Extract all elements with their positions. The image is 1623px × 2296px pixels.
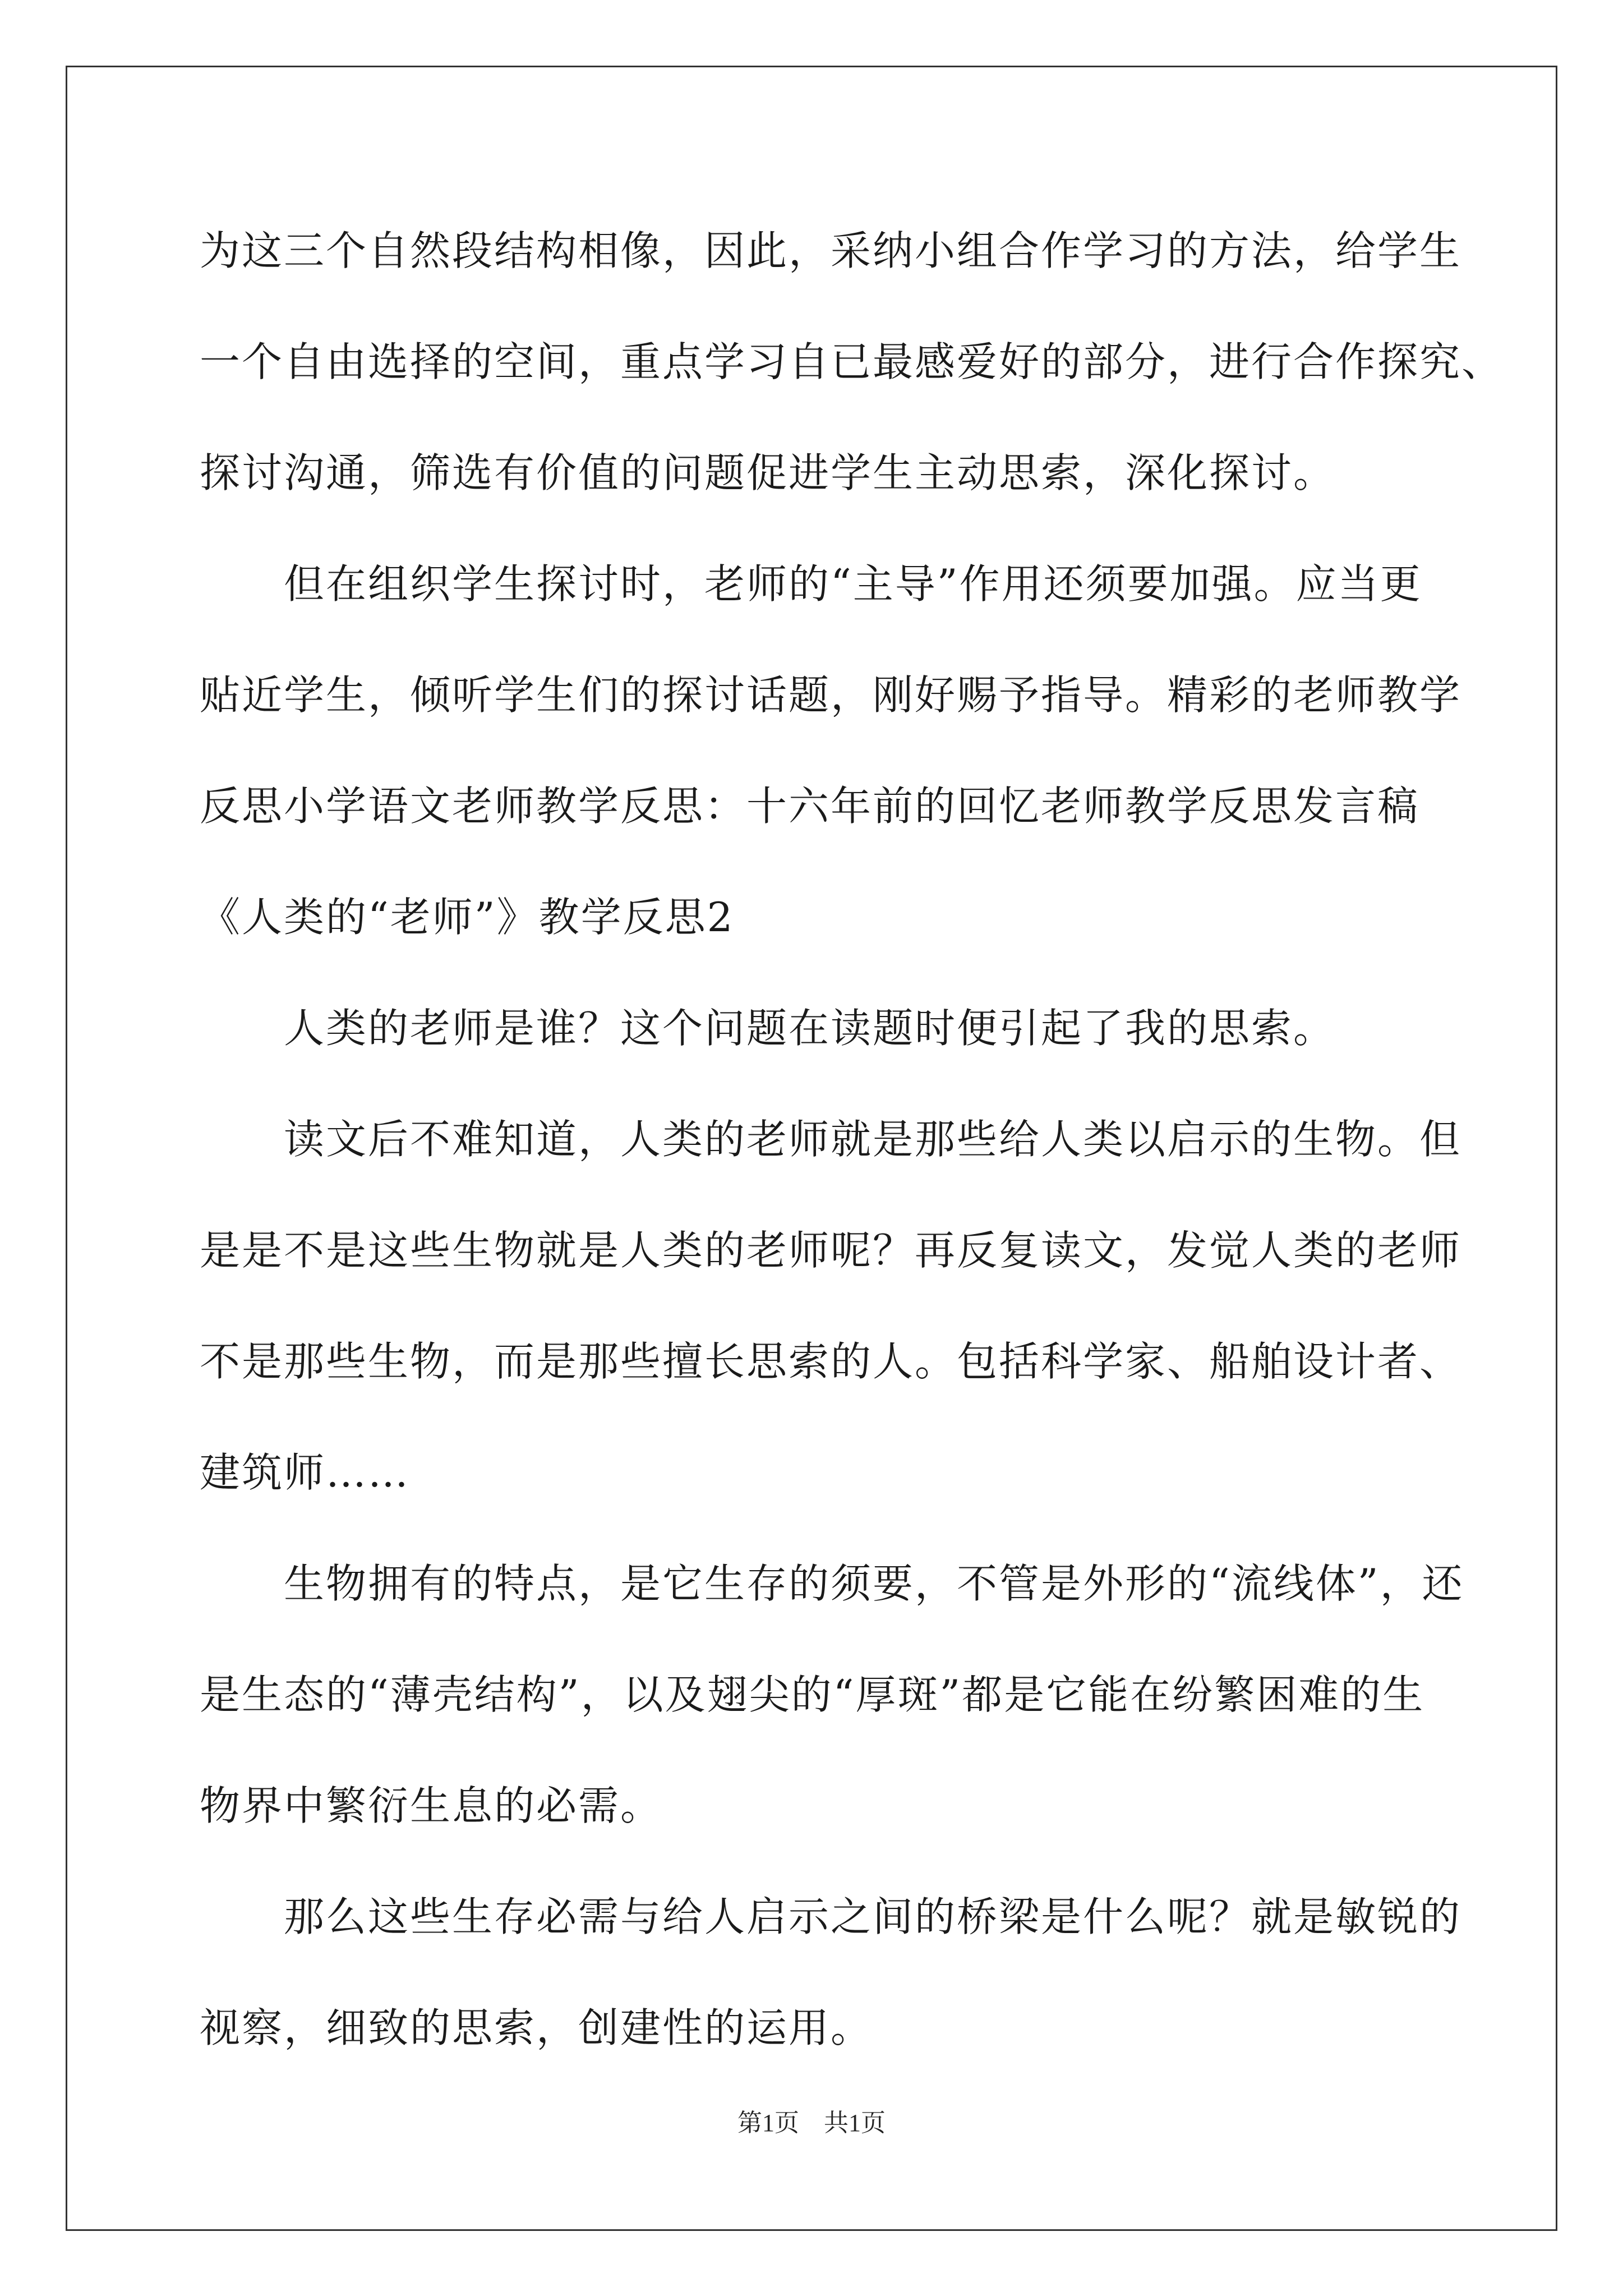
page-number-footer: 第1页 共1页 — [737, 2109, 886, 2137]
text-line: 人类的老师是谁？这个问题在读题时便引起了我的思索。 — [284, 1005, 1336, 1052]
text-line: 读文后不难知道，人类的老师就是那些给人类以启示的生物。但 — [284, 1116, 1462, 1163]
text-line: 为这三个自然段结构相像，因此，采纳小组合作学习的方法，给学生 — [200, 227, 1462, 274]
text-line: 视察，细致的思索，创建性的运用。 — [200, 2004, 873, 2051]
text-line: 反思小学语文老师教学反思：十六年前的回忆老师教学反思发言稿 — [200, 783, 1420, 830]
text-line: 生物拥有的特点，是它生存的须要，不管是外形的“流线体”，还 — [284, 1560, 1464, 1607]
text-line: 那么这些生存必需与给人启示之间的桥梁是什么呢？就是敏锐的 — [284, 1893, 1462, 1940]
text-line: 但在组织学生探讨时，老师的“主导”作用还须要加强。应当更 — [284, 560, 1422, 608]
text-line: 是是不是这些生物就是人类的老师呢？再反复读文，发觉人类的老师 — [200, 1227, 1462, 1274]
text-line: 一个自由选择的空间，重点学习自已最感爱好的部分，进行合作探究、 — [200, 338, 1504, 385]
text-line: 是生态的“薄壳结构”，以及翅尖的“厚斑”都是它能在纷繁困难的生 — [200, 1671, 1425, 1718]
text-line: 物界中繁衍生息的必需。 — [200, 1782, 663, 1829]
text-line: 探讨沟通，筛选有价值的问题促进学生主动思索，深化探讨。 — [200, 449, 1336, 496]
section-heading: 《人类的“老师”》教学反思2 — [200, 894, 735, 941]
text-line: 贴近学生，倾听学生们的探讨话题，刚好赐予指导。精彩的老师教学 — [200, 671, 1462, 719]
text-line: 不是那些生物，而是那些擅长思索的人。包括科学家、船舶设计者、 — [200, 1338, 1462, 1385]
text-line: 建筑师…… — [200, 1449, 411, 1496]
